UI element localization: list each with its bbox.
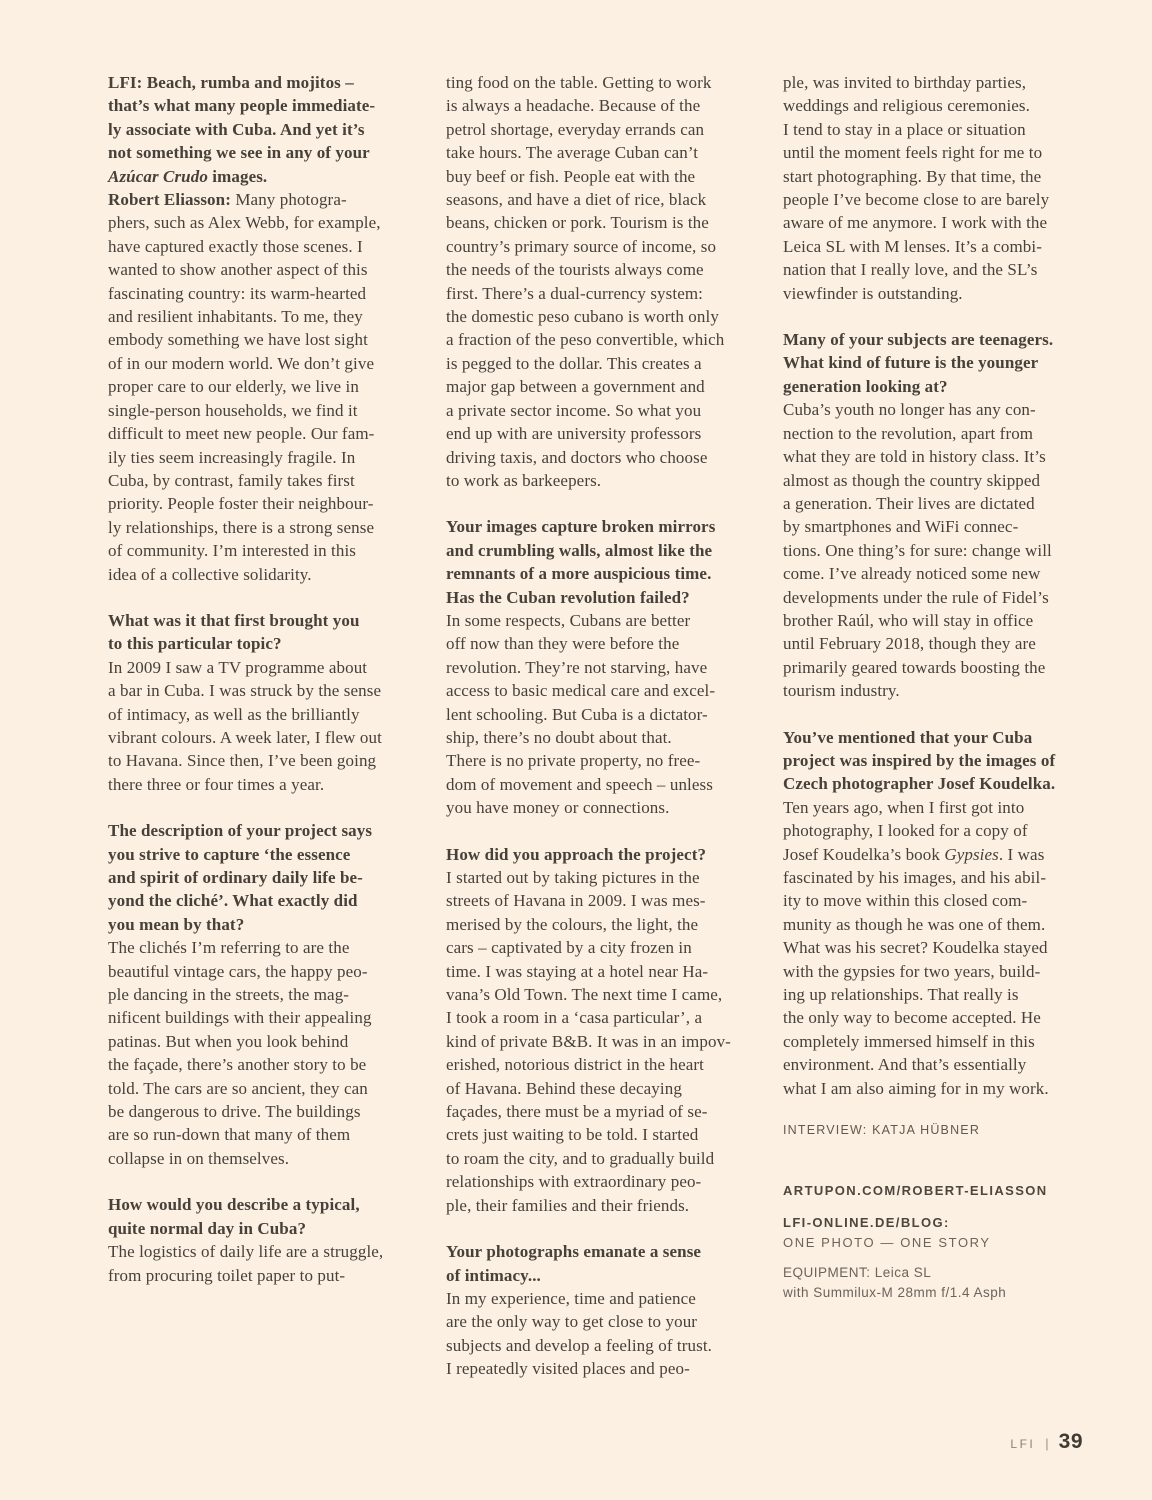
text-line: are so run-down that many of them [108,1125,351,1145]
text-line: Josef Koudelka’s book Gypsies. I was [783,844,1045,864]
text-line: kind of private B&B. It was in an impov- [446,1031,731,1051]
text-line: of intimacy, as well as the brilliantly [108,704,360,724]
paragraph-block [446,843,751,1218]
text-line: single-person households, we find it [108,400,358,420]
text-line: nation that I really love, and the SL’s [783,260,1038,280]
text-line: and spirit of ordinary daily life be- [108,868,363,887]
text-line: yond the cliché’. What exactly did [108,891,358,911]
text-line: not something we see in any of your [108,143,370,163]
text-line: first. There’s a dual-currency system: [446,283,703,303]
paragraph-block [108,1193,413,1287]
text-line: viewfinder is outstanding. [783,283,963,303]
paragraph-block [108,819,413,1170]
paragraph-block [783,328,1088,703]
text-line: aware of me anymore. I work with the [783,213,1048,233]
text-line: major gap between a government and [446,377,705,397]
blog-title: ONE PHOTO — ONE STORY [783,1235,991,1251]
text-line: fascinated by his images, and his abil- [783,868,1047,887]
text-line: How would you describe a typical, [108,1195,360,1215]
text-line: to roam the city, and to gradually build [446,1148,715,1168]
text-line: completely immersed himself in this [783,1031,1035,1051]
text-line: ing up relationships. That really is [783,985,1019,1005]
text-line: quite normal day in Cuba? [108,1218,307,1238]
text-line: fascinating country: its warm-hearted [108,283,367,303]
text-line: environment. And that’s essentially [783,1055,1027,1075]
text-line: a generation. Their lives are dictated [783,493,1035,513]
text-line: Azúcar Crudo images. [108,166,268,186]
text-line: buy beef or fish. People eat with the [446,166,696,186]
text-line: munity as though he was one of them. [783,914,1046,934]
text-line: How did you approach the project? [446,844,707,864]
text-line: ily ties seem increasingly fragile. In [108,447,356,467]
text-line: access to basic medical care and excel- [446,681,716,701]
text-line: There is no private property, no free- [446,751,701,771]
interviewer-credit: INTERVIEW: KATJA HÜBNER [783,1123,981,1138]
paragraph-block [446,71,751,492]
text-line: I repeatedly visited places and peo- [446,1359,690,1379]
magazine-name: LFI [1010,1437,1036,1451]
text-line: off now than they were before the [446,634,680,654]
paragraph-block [783,726,1088,1101]
text-line: nificent buildings with their appealing [108,1008,372,1028]
text-line: told. The cars are so ancient, they can [108,1078,368,1098]
text-line: I started out by taking pictures in the [446,868,700,887]
text-line: dom of movement and speech – unless [446,774,713,794]
text-line: The description of your project says [108,821,373,841]
text-line: photography, I looked for a copy of [783,821,1028,841]
text-line: Robert Eliasson: Many photogra- [108,190,347,210]
paragraph-block [108,71,413,586]
text-line: a fraction of the peso convertible, which [446,330,725,350]
text-line: What was it that first brought you [108,610,360,630]
equipment-line-2: with Summilux-M 28mm f/1.4 Asph [783,1285,1007,1301]
text-line: weddings and religious ceremonies. [783,96,1031,116]
text-line: and resilient inhabitants. To me, they [108,307,363,327]
text-line: you strive to capture ‘the essence [108,844,351,864]
footer-separator: | [1045,1436,1049,1451]
text-line: you mean by that? [108,914,245,934]
text-line: Your photographs emanate a sense [446,1242,702,1262]
text-line: revolution. They’re not starving, have [446,657,708,677]
text-line: idea of a collective solidarity. [108,564,312,584]
text-line: of Havana. Behind these decaying [446,1078,682,1098]
text-line: Ten years ago, when I first got into [783,797,1025,817]
text-line: project was inspired by the images of [783,750,1056,770]
text-line: the needs of the tourists always come [446,260,704,280]
text-line: subjects and develop a feeling of trust. [446,1335,713,1355]
text-line: In 2009 I saw a TV programme about [108,657,368,677]
text-line: beans, chicken or pork. Tourism is the [446,213,709,233]
text-line: proper care to our elderly, we live in [108,377,359,397]
text-line: of intimacy... [446,1265,541,1285]
text-line: Many of your subjects are teenagers. [783,330,1054,350]
text-line: I tend to stay in a place or situation [783,119,1026,139]
text-line: What kind of future is the younger [783,353,1039,373]
text-line: patinas. But when you look behind [108,1031,349,1051]
text-column-1 [108,71,413,1287]
text-line: phers, such as Alex Webb, for example, [108,213,381,233]
text-line: ship, there’s no doubt about that. [446,727,672,747]
text-line: is pegged to the dollar. This creates a [446,353,702,373]
text-line: to Havana. Since then, I’ve been going [108,751,377,771]
text-line: by smartphones and WiFi connec- [783,517,1019,537]
text-line: of in our modern world. We don’t give [108,353,375,373]
text-line: embody something we have lost sight [108,330,368,350]
text-line: a private sector income. So what you [446,400,702,420]
text-line: In some respects, Cubans are better [446,610,691,630]
text-line: brother Raúl, who will stay in office [783,610,1034,630]
text-line: Czech photographer Josef Koudelka. [783,774,1056,794]
text-line: are the only way to get close to your [446,1312,698,1332]
text-line: petrol shortage, everyday errands can [446,119,705,139]
text-line: come. I’ve already noticed some new [783,564,1041,584]
text-line: tourism industry. [783,681,900,701]
text-line: Leica SL with M lenses. It’s a combi- [783,236,1042,256]
text-line: merised by the colours, the light, the [446,914,699,934]
text-line: primarily geared towards boosting the [783,657,1046,677]
text-line: vibrant colours. A week later, I flew out [108,727,382,747]
text-line: priority. People foster their neighbour- [108,494,374,514]
text-line: ting food on the table. Getting to work [446,73,712,92]
text-line: almost as though the country skipped [783,470,1041,490]
text-line: tions. One thing’s for sure: change will [783,540,1052,560]
text-line: You’ve mentioned that your Cuba [783,727,1033,747]
text-line: ly relationships, there is a strong sense [108,517,375,537]
paragraph-block [108,609,413,796]
text-line: that’s what many people immediate- [108,96,376,116]
text-line: country’s primary source of income, so [446,236,717,256]
text-line: with the gypsies for two years, build- [783,961,1041,981]
page-footer [1010,1430,1083,1454]
info-block [783,1183,1088,1301]
text-line: have captured exactly those scenes. I [108,236,363,256]
paragraph-block [446,515,751,819]
text-line: ity to move within this closed com- [783,891,1028,911]
text-line: lent schooling. But Cuba is a dictator- [446,704,708,724]
text-line: generation looking at? [783,376,948,396]
text-line: collapse in on themselves. [108,1148,290,1168]
text-line: wanted to show another aspect of this [108,260,368,280]
text-line: Your images capture broken mirrors [446,517,716,537]
text-line: Has the Cuban revolution failed? [446,587,690,607]
text-line: I took a room in a ‘casa particular’, a [446,1008,703,1028]
text-line: remnants of a more auspicious time. [446,564,712,584]
text-line: The clichés I’m referring to are the [108,938,350,958]
paragraph-block [446,1240,751,1380]
text-line: erished, notorious district in the heart [446,1055,704,1075]
text-line: cars – captivated by a city frozen in [446,938,692,958]
text-line: ple, their families and their friends. [446,1195,690,1215]
text-line: time. I was staying at a hotel near Ha- [446,961,709,981]
text-line: the domestic peso cubano is worth only [446,307,719,327]
text-line: relationships with extraordinary peo- [446,1172,702,1192]
text-line: ly associate with Cuba. And yet it’s [108,119,365,139]
text-line: is always a headache. Because of the [446,96,701,116]
text-line: to this particular topic? [108,634,282,654]
artist-website: ARTUPON.COM/ROBERT-ELIASSON [783,1183,1048,1199]
text-line: what I am also aiming for in my work. [783,1078,1049,1098]
equipment-line-1: EQUIPMENT: Leica SL [783,1265,932,1281]
blog-url: LFI-ONLINE.DE/BLOG: [783,1215,950,1231]
text-line: Cuba’s youth no longer has any con- [783,400,1036,420]
text-line: difficult to meet new people. Our fam- [108,424,375,444]
text-line: take hours. The average Cuban can’t [446,143,699,163]
text-column-2 [446,71,751,1381]
text-line: The logistics of daily life are a struggle, [108,1242,384,1262]
text-line: a bar in Cuba. I was struck by the sense [108,681,382,701]
text-line: until the moment feels right for me to [783,143,1043,163]
text-line: until February 2018, though they are [783,634,1036,654]
text-line: What was his secret? Koudelka stayed [783,938,1048,958]
text-line: seasons, and have a diet of rice, black [446,190,707,210]
text-line: and crumbling walls, almost like the [446,540,713,560]
text-line: In my experience, time and patience [446,1288,696,1308]
text-line: end up with are university professors [446,424,702,444]
text-line: beautiful vintage cars, the happy peo- [108,961,368,981]
text-line: be dangerous to drive. The buildings [108,1102,361,1122]
text-line: ple, was invited to birthday parties, [783,73,1027,92]
text-line: developments under the rule of Fidel’s [783,587,1049,607]
text-line: of community. I’m interested in this [108,541,357,561]
text-line: there three or four times a year. [108,774,325,794]
page-number: 39 [1058,1430,1083,1453]
text-line: vana’s Old Town. The next time I came, [446,985,723,1005]
text-line: people I’ve become close to are barely [783,190,1050,210]
text-line: to work as barkeepers. [446,470,602,490]
text-line: the only way to become accepted. He [783,1008,1041,1028]
text-line: you have money or connections. [446,798,670,818]
text-line: what they are told in history class. It’s [783,447,1046,467]
text-line: LFI: Beach, rumba and mojitos – [108,73,354,92]
text-line: from procuring toilet paper to put- [108,1265,346,1285]
text-line: Cuba, by contrast, family takes first [108,470,355,490]
text-line: driving taxis, and doctors who choose [446,447,708,467]
text-line: streets of Havana in 2009. I was mes- [446,891,706,911]
paragraph-block [783,71,1088,305]
text-line: ple dancing in the streets, the mag- [108,985,350,1005]
text-line: crets just waiting to be told. I started [446,1125,699,1145]
text-line: start photographing. By that time, the [783,166,1042,186]
text-line: the façade, there’s another story to be [108,1055,367,1075]
text-column-3 [783,71,1088,1301]
text-line: nection to the revolution, apart from [783,423,1034,443]
text-line: façades, there must be a myriad of se- [446,1102,708,1122]
